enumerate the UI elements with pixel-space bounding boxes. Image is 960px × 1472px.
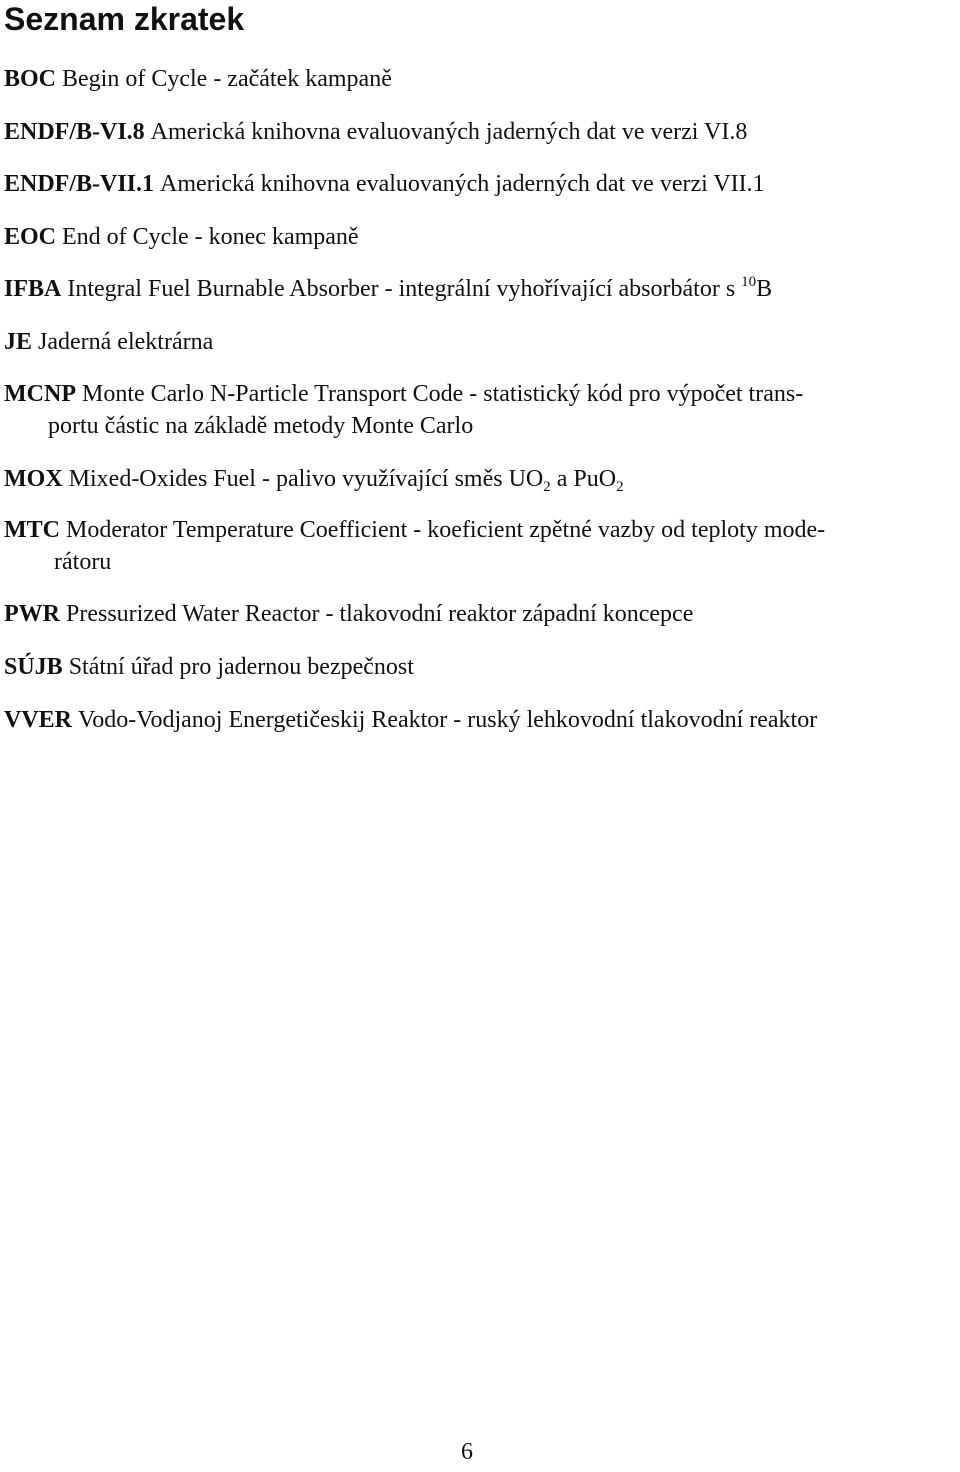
chemical-subscript: 2	[616, 479, 624, 495]
abbreviation-entry-je	[4, 326, 956, 358]
abbreviation-term: EOC	[4, 224, 57, 250]
abbreviation-entry-eoc	[4, 221, 956, 253]
chemical-subscript: 2	[543, 479, 551, 495]
abbreviation-entry-pwr	[4, 598, 956, 630]
abbreviation-term: MCNP	[4, 381, 76, 407]
definition-line	[4, 514, 956, 546]
abbreviation-term: SÚJB	[4, 654, 63, 680]
abbreviation-term: MTC	[4, 517, 60, 543]
abbreviation-term: JE	[4, 329, 33, 355]
definition-text: B	[756, 276, 773, 302]
definition-text: Integral Fuel Burnable Absorber - integrální vyhořívající absorbátor s	[67, 276, 742, 302]
abbreviation-entry-vver	[4, 704, 956, 736]
abbreviation-term: PWR	[4, 601, 60, 627]
page-number: 6	[461, 1439, 473, 1465]
abbreviation-term: MOX	[4, 466, 63, 492]
abbreviation-definition: End of Cycle - konec kampaně	[62, 224, 359, 250]
abbreviation-entry-boc	[4, 63, 956, 95]
abbreviation-definition: Americká knihovna evaluovaných jaderných dat ve verzi VI.8	[150, 119, 748, 145]
abbreviation-term: VVER	[4, 707, 73, 733]
abbreviation-entry-ifba	[4, 273, 956, 305]
abbreviation-entry-endf-b-vii1	[4, 168, 956, 200]
abbreviation-term: IFBA	[4, 276, 62, 302]
abbreviation-definition: Monte Carlo N-Particle Transport Code - statistický kód pro výpočet trans-	[81, 381, 804, 407]
abbreviation-term: BOC	[4, 66, 57, 92]
abbreviation-entry-mtc	[4, 514, 956, 578]
abbreviation-term: ENDF/B-VI.8	[4, 119, 145, 145]
isotope-mass-number: 10	[741, 274, 757, 290]
definition-text: Mixed-Oxides Fuel - palivo využívající směs UO	[68, 466, 544, 492]
abbreviation-definition: Begin of Cycle - začátek kampaně	[62, 66, 392, 92]
page-title: Seznam zkratek	[4, 1, 245, 37]
abbreviation-term: ENDF/B-VII.1	[4, 171, 155, 197]
abbreviation-entry-endf-b-vi8	[4, 116, 956, 148]
abbreviation-definition: Státní úřad pro jadernou bezpečnost	[68, 654, 414, 680]
abbreviation-definition	[67, 276, 772, 302]
definition-text: a PuO	[550, 466, 617, 492]
abbreviation-definition: Jaderná elektrárna	[38, 329, 214, 355]
abbreviation-definition: Pressurized Water Reactor - tlakovodní reaktor západní koncepce	[66, 601, 694, 627]
definition-continuation-line: portu částic na základě metody Monte Carlo	[48, 413, 474, 439]
abbreviation-entry-mcnp	[4, 378, 956, 442]
abbreviation-entry-mox	[4, 463, 956, 495]
abbreviation-definition: Americká knihovna evaluovaných jaderných dat ve verzi VII.1	[160, 171, 765, 197]
abbreviation-entry-sujb	[4, 651, 956, 683]
definition-continuation-line: rátoru	[54, 549, 112, 575]
definition-line	[4, 378, 956, 410]
abbreviation-definition: Vodo-Vodjanoj Energetičeskij Reaktor - ruský lehkovodní tlakovodní reaktor	[78, 707, 818, 733]
abbreviation-definition	[68, 466, 624, 495]
abbreviation-definition: Moderator Temperature Coefficient - koeficient zpětné vazby od teploty mode-	[66, 517, 826, 543]
